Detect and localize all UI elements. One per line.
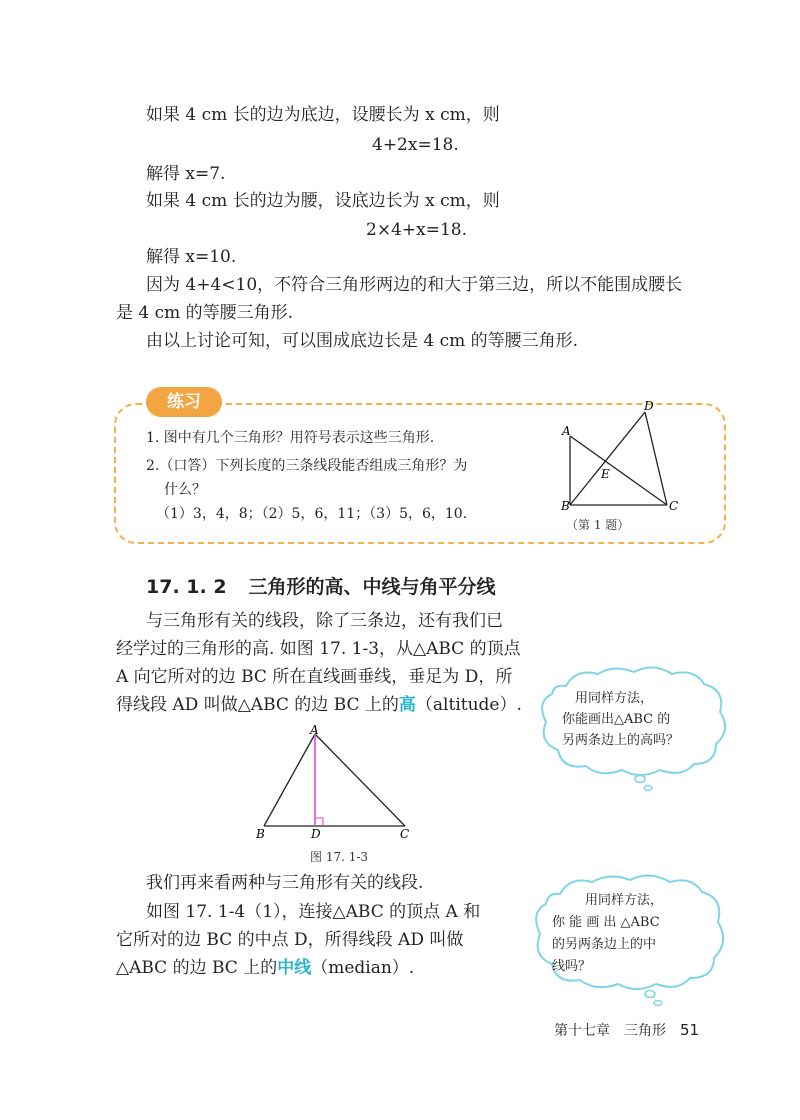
side-ab [264,734,315,826]
keyword-median: 中线 [277,958,312,978]
cloud-2-line-2: 你 能 画 出 △ABC [552,915,660,930]
right-angle-mark [315,818,323,826]
label-d: D [644,399,654,413]
label-e: E [601,467,610,481]
body-line-5: 因为 4+4<10，不符合三角形两边的和大于第三边，所以不能围成腰长 [146,275,683,295]
cloud-2-line-1: 用同样方法， [585,893,664,908]
exercise-figure-caption: （第 1 题） [566,518,630,532]
page-footer [554,1020,699,1040]
cloud-1-line-1: 用同样方法， [575,691,654,706]
segment-ac [570,436,667,505]
fig2-label-a: A [310,723,319,737]
fig2-label-d: D [311,827,321,841]
equation-2: 2×4+x=18. [366,220,467,240]
body-line-4: 解得 x=10. [146,247,237,267]
cloud-2-bubble-1 [645,991,655,998]
section-title: 三角形的高、中线与角平分线 [248,576,496,598]
para1-line-4-text: 得线段 AD 叫做△ABC 的边 BC 上的 [116,695,399,715]
label-c: C [669,499,679,513]
fig2-label-b: B [256,827,265,841]
body-line-6: 是 4 cm 的等腰三角形. [116,303,294,323]
equation-1: 4+2x=18. [372,135,459,155]
cloud-1-bubble-1 [635,776,645,783]
exercise-question-1: 1. 图中有几个三角形？用符号表示这些三角形. [146,430,435,446]
para1-line-2: 经学过的三角形的高. 如图 17. 1-3，从△ABC 的顶点 [116,639,521,659]
segment-bd [570,412,645,505]
label-b: B [561,499,570,513]
body-line-3: 如果 4 cm 长的边为腰，设底边长为 x cm，则 [146,191,500,211]
body-line-7: 由以上讨论可知，可以围成底边长是 4 cm 的等腰三角形. [146,331,579,351]
para1-line-1: 与三角形有关的线段，除了三条边，还有我们已 [146,611,503,631]
exercise-question-2-cont: 什么？ [164,482,206,498]
exercise-tag: 练习 [146,387,222,417]
side-ac [315,734,405,826]
cloud-2-line-3: 的另两条边上的中 [552,937,657,952]
cloud-1-bubble-2 [644,786,652,791]
para2-line-4-text: △ABC 的边 BC 上的 [116,958,278,978]
exercise-question-2: 2.（口答）下列长度的三条线段能否组成三角形？为 [146,458,468,474]
fig2-label-c: C [400,827,410,841]
cloud-1-line-3: 另两条边上的高吗？ [562,733,680,748]
para1-line-4 [116,694,522,716]
para2-line-1: 我们再来看两种与三角形有关的线段. [146,873,424,893]
exercise-figure [555,398,695,518]
section-heading [146,572,496,599]
para1-line-3: A 向它所对的边 BC 所在直线画垂线，垂足为 D，所 [116,667,513,687]
cloud-2-bubble-2 [654,1001,662,1006]
body-line-1: 如果 4 cm 长的边为底边，设腰长为 x cm，则 [146,105,500,125]
body-line-2: 解得 x=7. [146,164,226,184]
keyword-altitude: 高 [398,695,416,715]
para2-line-3: 它所对的边 BC 的中点 D，所得线段 AD 叫做 [116,930,464,950]
label-a: A [562,424,571,438]
para2-line-2: 如图 17. 1-4（1），连接△ABC 的顶点 A 和 [146,902,481,922]
para2-line-4 [116,957,414,979]
exercise-question-2-options: （1）3，4，8；（2）5，6，11；（3）5，6，10. [156,506,468,522]
cloud-2-line-4: 线吗？ [552,959,592,974]
footer-chapter: 第十七章 三角形 [554,1023,666,1039]
altitude-figure [250,722,420,842]
section-number: 17. 1. 2 [146,576,227,598]
page-number: 51 [680,1021,700,1039]
para1-line-4-tail: （altitude）. [415,695,522,715]
altitude-figure-caption: 图 17. 1-3 [310,850,369,864]
para2-line-4-tail: （median）. [311,958,415,978]
cloud-1-line-2: 你能画出△ABC 的 [562,712,671,727]
